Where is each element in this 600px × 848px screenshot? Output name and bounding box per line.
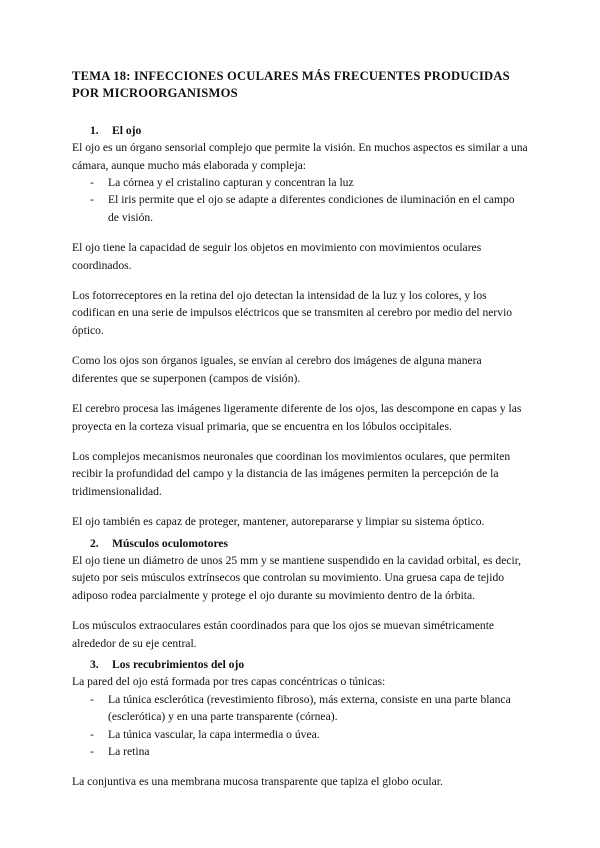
dash-bullet-icon: - [90, 176, 94, 190]
dash-bullet-icon: - [90, 692, 94, 706]
bullet-list [72, 174, 528, 226]
paragraph: Los complejos mecanismos neuronales que coordinan los movimientos oculares, que permiten recibir la profundidad del campo y la distancia de las imágenes permiten la percepción de la tridimensionalidad. [72, 449, 511, 498]
dash-bullet-icon: - [90, 745, 94, 758]
list-item: - La túnica esclerótica (revestimiento fibroso), más externa, consiste en una parte blanca (esclerótica) y en una parte transparente (córnea). [90, 692, 511, 724]
list-item: - La retina [72, 743, 528, 760]
section-intro: El ojo es un órgano sensorial complejo que permite la visión. En muchos aspectos es similar a una cámara, aunque mucho más elaborada y compleja: [72, 141, 528, 172]
section-number: 2. [90, 536, 99, 550]
list-item: - La túnica vascular, la capa intermedia o úvea. [72, 726, 528, 743]
section-heading-text: Los recubrimientos del ojo [112, 657, 245, 671]
paragraph: La conjuntiva es una membrana mucosa transparente que tapiza el globo ocular. [72, 775, 443, 789]
bullet-list [72, 691, 528, 761]
paragraph: Los músculos extraoculares están coordinados para que los ojos se muevan simétricamente alrededor de su eje central. [72, 619, 495, 650]
paragraph: El ojo tiene un diámetro de unos 25 mm y se mantiene suspendido en la cavidad orbital, es decir, sujeto por seis músculos extrínsecos que controlan su movimiento. Una gruesa capa de tejido adiposo rodea parcialmente y protege el ojo durante su movimiento dentro de la órbita. [72, 553, 521, 602]
list-item: - El iris permite que el ojo se adapte a diferentes condiciones de iluminación en el campo de visión. [90, 193, 515, 224]
section-heading-recubrimientos [72, 656, 528, 673]
section-heading-musculos-oculomotores [72, 535, 528, 552]
dash-bullet-icon: - [90, 727, 94, 741]
section-heading-el-ojo [72, 122, 528, 139]
document-title: TEMA 18: INFECCIONES OCULARES MÁS FRECUENTES PRODUCIDAS POR MICROORGANISMOS [72, 69, 510, 101]
paragraph: Como los ojos son órganos iguales, se envían al cerebro dos imágenes de alguna manera diferentes que se superponen (campos de visión). [72, 354, 482, 385]
paragraph: El ojo tiene la capacidad de seguir los objetos en movimiento con movimientos oculares coordinados. [72, 241, 482, 272]
dash-bullet-icon: - [90, 193, 94, 207]
section-number: 1. [90, 123, 99, 137]
section-intro: La pared del ojo está formada por tres capas concéntricas o túnicas: [72, 675, 386, 689]
list-item: - La córnea y el cristalino capturan y concentran la luz [72, 174, 528, 191]
paragraph: Los fotorreceptores en la retina del ojo detectan la intensidad de la luz y los colores, y los codifican en una serie de impulsos eléctricos que se transmiten al cerebro por medio del nervio óptico. [72, 289, 513, 337]
section-heading-text: Músculos oculomotores [112, 536, 229, 550]
section-heading-text: El ojo [112, 123, 142, 137]
paragraph: El cerebro procesa las imágenes ligeramente diferente de los ojos, las descompone en capas y las proyecta en la corteza visual primaria, que se encuentra en los lóbulos occipitales. [72, 402, 522, 433]
section-number: 3. [90, 657, 99, 671]
paragraph: El ojo también es capaz de proteger, mantener, autorepararse y limpiar su sistema óptico. [72, 515, 485, 529]
